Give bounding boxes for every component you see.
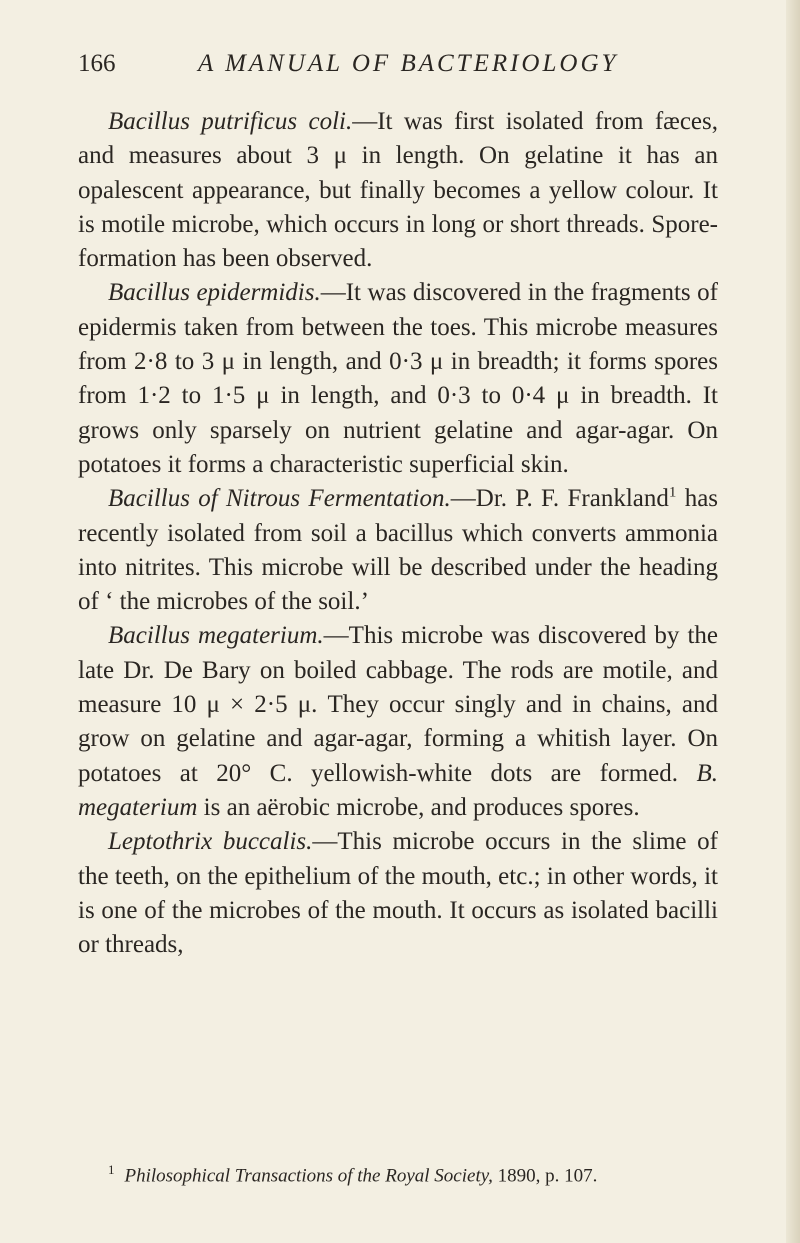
footnote-reference: 1 [668,484,677,501]
paragraph-text: —Dr. P. F. Frankland [450,485,669,513]
footnote-title: Philosophical Transactions of the Royal Society, [124,1165,493,1187]
paragraph-text-continued: is an aërobic microbe, and produces spores. [197,793,640,821]
paragraph-megaterium [78,619,718,825]
paragraph-putrificus-coli [78,105,718,276]
paragraph-nitrous-fermentation [78,482,718,619]
paragraph-text: —It was discovered in the fragments of epidermis taken from between the toes. This microbe measures from 2·8 to 3 μ in length, and 0·3 μ in breadth; it forms spores from 1·2 to 1·5 μ in length, and 0·3 to 0·4 μ in breadth. It grows only sparsely on nutrient gelatine and agar-agar. On potatoes it forms a characteristic superficial skin. [78,279,718,478]
paragraph-epidermidis [78,276,718,482]
species-heading: Leptothrix buccalis. [108,828,313,856]
page-number: 166 [78,50,116,77]
species-heading: Bacillus putrificus coli. [108,108,353,135]
paragraph-text: —It was first isolated from fæces, and measures about 3 μ in length. On gelatine it has an opalescent appearance, but finally becomes a yellow colour. It is motile microbe, which occurs in long or short threads. Spore-formation has been observed. [78,108,718,273]
running-title: A MANUAL OF BACTERIOLOGY [198,50,619,77]
species-heading: Bacillus epidermidis. [108,279,321,307]
footnote-citation: 1890, p. 107. [492,1165,598,1187]
paragraph-text: —This microbe occurs in the slime of the teeth, on the epithelium of the mouth, etc.; in other words, it is one of the microbes of the mouth. It occurs as isolated bacilli or threads, [78,828,719,959]
body-text [78,105,718,962]
page-edge [786,0,800,1243]
species-heading: Bacillus megaterium. [108,622,324,650]
species-heading: Bacillus of Nitrous Fermentation. [108,485,451,513]
paragraph-leptothrix [78,825,718,962]
footnote-mark: 1 [108,1162,115,1177]
paragraph-text: —This microbe was discovered by the late Dr. De Bary on boiled cabbage. The rods are motile, and measure 10 μ × 2·5 μ. They occur singly and in chains, and grow on gelatine and agar-agar, forming a whitish layer. On potatoes at 20° C. yellowish-white dots are formed. [78,622,718,787]
species-name-inline: B. megaterium [78,759,718,821]
footnote [108,1158,728,1188]
paragraph-text-continued: has recently isolated from soil a bacillus which converts ammonia into nitrites. This microbe will be described under the heading of ‘ the microbes of the soil.’ [78,485,719,616]
page-header [78,50,718,90]
